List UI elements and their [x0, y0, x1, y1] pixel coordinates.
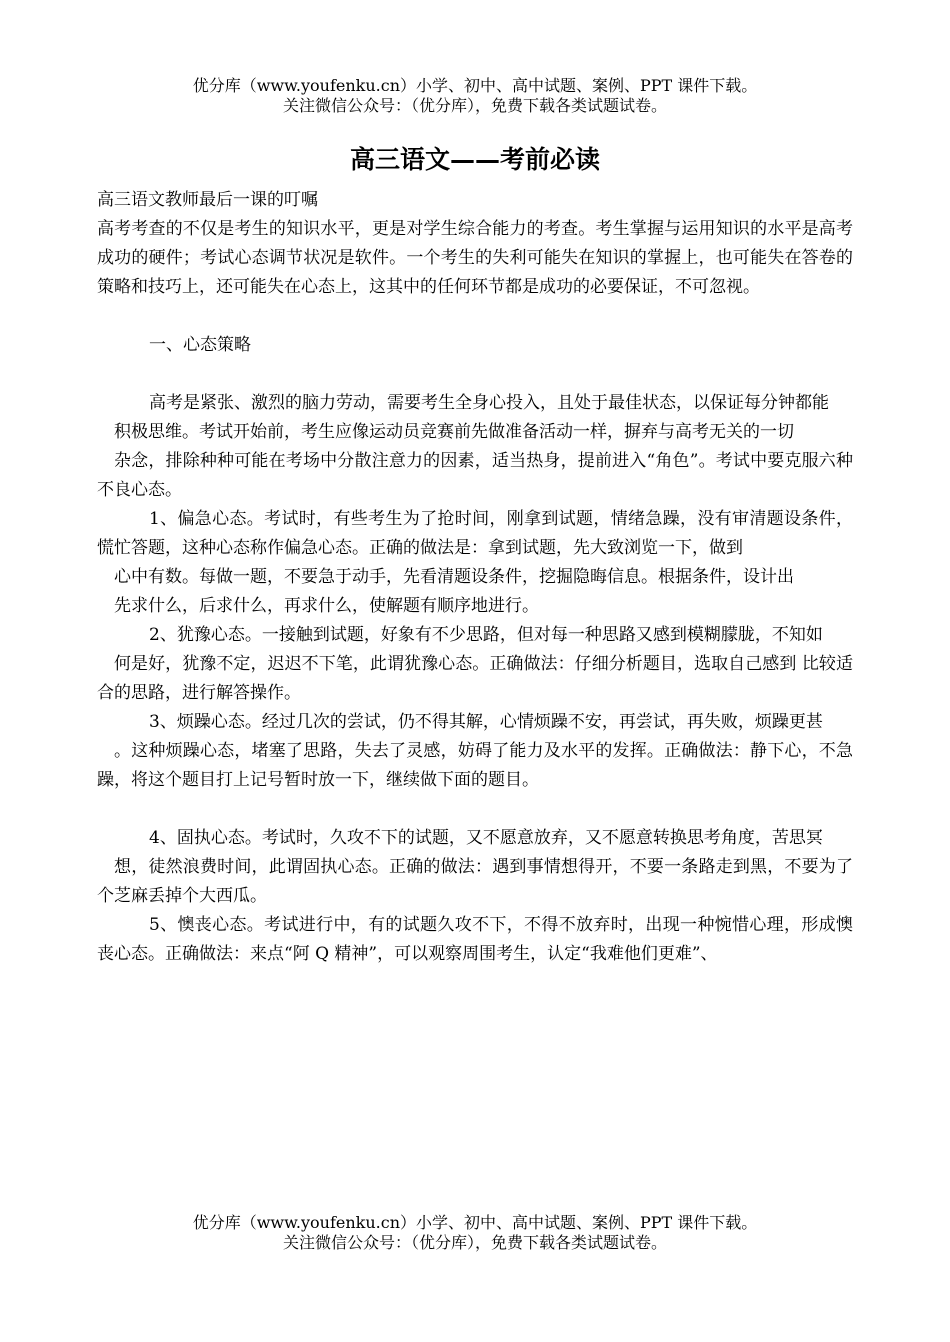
item-2-line-b: 何是好，犹豫不定，迟迟不下笔，此谓犹豫心态。正确做法：仔细分析题目，选取自己感到 比较适合的思路，进行解答操作。 [97, 654, 853, 703]
spacer [97, 360, 853, 389]
item-4-line-a: 4、固执心态。考试时，久攻不下的试题，又不愿意放弃，又不愿意转换思考角度，苦思冥 [149, 828, 823, 848]
footer-line-1: 优分库（www.youfenku.cn）小学、初中、高中试题、案例、PPT 课件下载。 [192, 1213, 758, 1232]
item-4-line-b: 想，徒然浪费时间，此谓固执心态。正确的做法：遇到事情想得开，不要一条路走到黑，不要为了个芝麻丢掉个大西瓜。 [97, 857, 853, 906]
footer-line-2: 关注微信公众号：（优分库），免费下载各类试题试卷。 [282, 1233, 667, 1252]
header-line-1: 优分库（www.youfenku.cn）小学、初中、高中试题、案例、PPT 课件下载。 [192, 76, 758, 95]
item-5-line-a: 5、懊丧心态。考试进行中，有的试题久攻不下，不得不放弃时，出现一种惋惜心理，形成懊丧心态。正确做法：来点“阿 Q 精神”，可以观察周围考生，认定“我难他们更难”、 [97, 915, 853, 964]
item-2-line-a: 2、犹豫心态。一接触到试题，好象有不少思路，但对每一种思路又感到模糊朦胧，不知如 [149, 625, 823, 645]
spacer [97, 795, 853, 824]
document-body [97, 186, 853, 969]
intro-paragraph: 高考考查的不仅是考生的知识水平，更是对学生综合能力的考查。考生掌握与运用知识的水平是高考成功的硬件；考试心态调节状况是软件。一个考生的失利可能失在知识的掌握上，也可能失在答卷的策略和技巧上，还可能失在心态上，这其中的任何环节都是成功的必要保证，不可忽视。 [97, 219, 853, 297]
section-heading-mindset: 一、心态策略 [149, 335, 251, 355]
spacer [97, 302, 853, 331]
mindset-intro-line-a: 高考是紧张、激烈的脑力劳动，需要考生全身心投入，且处于最佳状态，以保证每分钟都能 [149, 393, 829, 413]
item-3-line-a: 3、烦躁心态。经过几次的尝试，仍不得其解，心情烦躁不安，再尝试，再失败，烦躁更甚 [149, 712, 823, 732]
subtitle-paragraph: 高三语文教师最后一课的叮嘱 [97, 190, 318, 210]
item-1-line-c: 先求什么，后求什么，再求什么，使解题有顺序地进行。 [114, 596, 539, 616]
item-3-line-b: 。这种烦躁心态，堵塞了思路，失去了灵感，妨碍了能力及水平的发挥。正确做法：静下心，不急躁，将这个题目打上记号暂时放一下，继续做下面的题目。 [97, 741, 853, 790]
mindset-intro-line-b: 积极思维。考试开始前，考生应像运动员竞赛前先做准备活动一样，摒弃与高考无关的一切 [114, 422, 794, 442]
item-1-line-a: 1、偏急心态。考试时，有些考生为了抢时间，刚拿到试题，情绪急躁，没有审清题设条件，慌忙答题，这种心态称作偏急心态。正确的做法是：拿到试题，先大致浏览一下，做到 [97, 509, 853, 558]
mindset-intro-line-c: 杂念，排除种种可能在考场中分散注意力的因素，适当热身，提前进入“角色”。考试中要克服六种不良心态。 [97, 451, 853, 500]
item-1-line-b: 心中有数。每做一题，不要急于动手，先看清题设条件，挖掘隐晦信息。根据条件，设计出 [114, 567, 794, 587]
header-line-2: 关注微信公众号：（优分库），免费下载各类试题试卷。 [282, 96, 667, 115]
document-title: 高三语文——考前必读 [349, 145, 600, 174]
page-header [0, 76, 950, 116]
page-footer [0, 1213, 950, 1253]
